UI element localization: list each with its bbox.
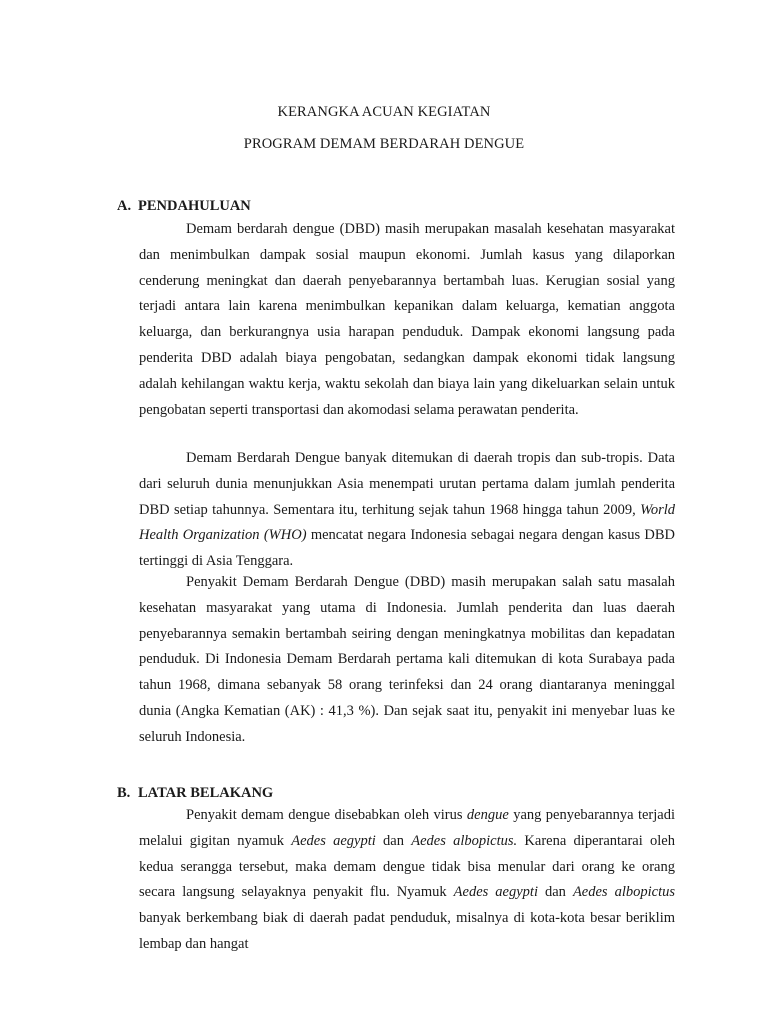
italic-term: Aedes aegypti	[453, 884, 538, 901]
section-b-paragraph-1	[139, 803, 675, 958]
document-title: KERANGKA ACUAN KEGIATAN	[277, 104, 491, 120]
document-subtitle: PROGRAM DEMAM BERDARAH DENGUE	[243, 136, 525, 152]
section-b-heading	[117, 785, 273, 802]
text-segment: mencatat negara Indonesia sebagai negara dengan kasus DBD tertinggi di Asia Tenggara.	[139, 527, 675, 570]
text-segment: yang penyebarannya terjadi melalui gigitan nyamuk	[139, 807, 675, 849]
text-segment: Karena diperantarai oleh kedua serangga tersebut, maka demam dengue tidak bisa menular dari orang ke orang secara langsung selayaknya penyakit flu. Nyamuk	[139, 832, 675, 901]
section-a-title: PENDAHULUAN	[138, 198, 251, 214]
italic-term: dengue	[466, 807, 509, 823]
section-a-letter: A.	[117, 198, 132, 214]
italic-term: World Health Organization (WHO)	[139, 501, 675, 544]
section-a-heading	[117, 198, 251, 215]
text-segment: dan	[375, 832, 412, 849]
italic-term: Aedes aegypti	[291, 832, 376, 849]
text-segment: dan	[537, 884, 573, 901]
section-a-paragraph-2	[139, 446, 675, 575]
italic-term: Aedes albopictus.	[411, 832, 518, 849]
text-segment: Demam Berdarah Dengue banyak ditemukan di daerah tropis dan sub-tropis. Data dari seluruh dunia menunjukkan Asia menempati urutan pertama dalam jumlah penderita DBD setiap tahunnya. Sementara itu, terhitung sejak tahun 1968 hingga tahun 2009,	[139, 450, 675, 518]
section-a-paragraph-3: Penyakit Demam Berdarah Dengue (DBD) masih merupakan salah satu masalah kesehatan masyarakat yang utama di Indonesia. Jumlah penderita dan luas daerah penyebarannya semakin bertambah seiring dengan meningkatnya mobilitas dan kepadatan penduduk. Di Indonesia Demam Berdarah pertama kali ditemukan di kota Surabaya pada tahun 1968, dimana sebanyak 58 orang terinfeksi dan 24 orang diantaranya meninggal dunia (Angka Kematian (AK) : 41,3 %). Dan sejak saat itu, penyakit ini menyebar luas ke seluruh Indonesia.	[139, 574, 675, 745]
section-a-paragraph-1: Demam berdarah dengue (DBD) masih merupakan masalah kesehatan masyarakat dan menimbulkan dampak sosial maupun ekonomi. Jumlah kasus yang dilaporkan cenderung meningkat dan daerah penyebarannya bertambah luas. Kerugian sosial yang terjadi antara lain karena menimbulkan kepanikan dalam keluarga, kematian anggota keluarga, dan berkurangnya usia harapan penduduk. Dampak ekonomi langsung pada penderita DBD adalah biaya pengobatan, sedangkan dampak ekonomi tidak langsung adalah kehilangan waktu kerja, waktu sekolah dan biaya lain yang dikeluarkan selain untuk pengobatan seperti transportasi dan akomodasi selama perawatan penderita.	[139, 221, 675, 418]
section-b-title: LATAR BELAKANG	[138, 785, 274, 801]
section-b-letter: B.	[117, 785, 131, 801]
text-segment: banyak berkembang biak di daerah padat penduduk, misalnya di kota-kota besar beriklim lembap dan hangat	[139, 910, 675, 952]
italic-term: Aedes albopictus	[572, 884, 675, 901]
text-segment: Penyakit demam dengue disebabkan oleh virus	[186, 807, 467, 823]
